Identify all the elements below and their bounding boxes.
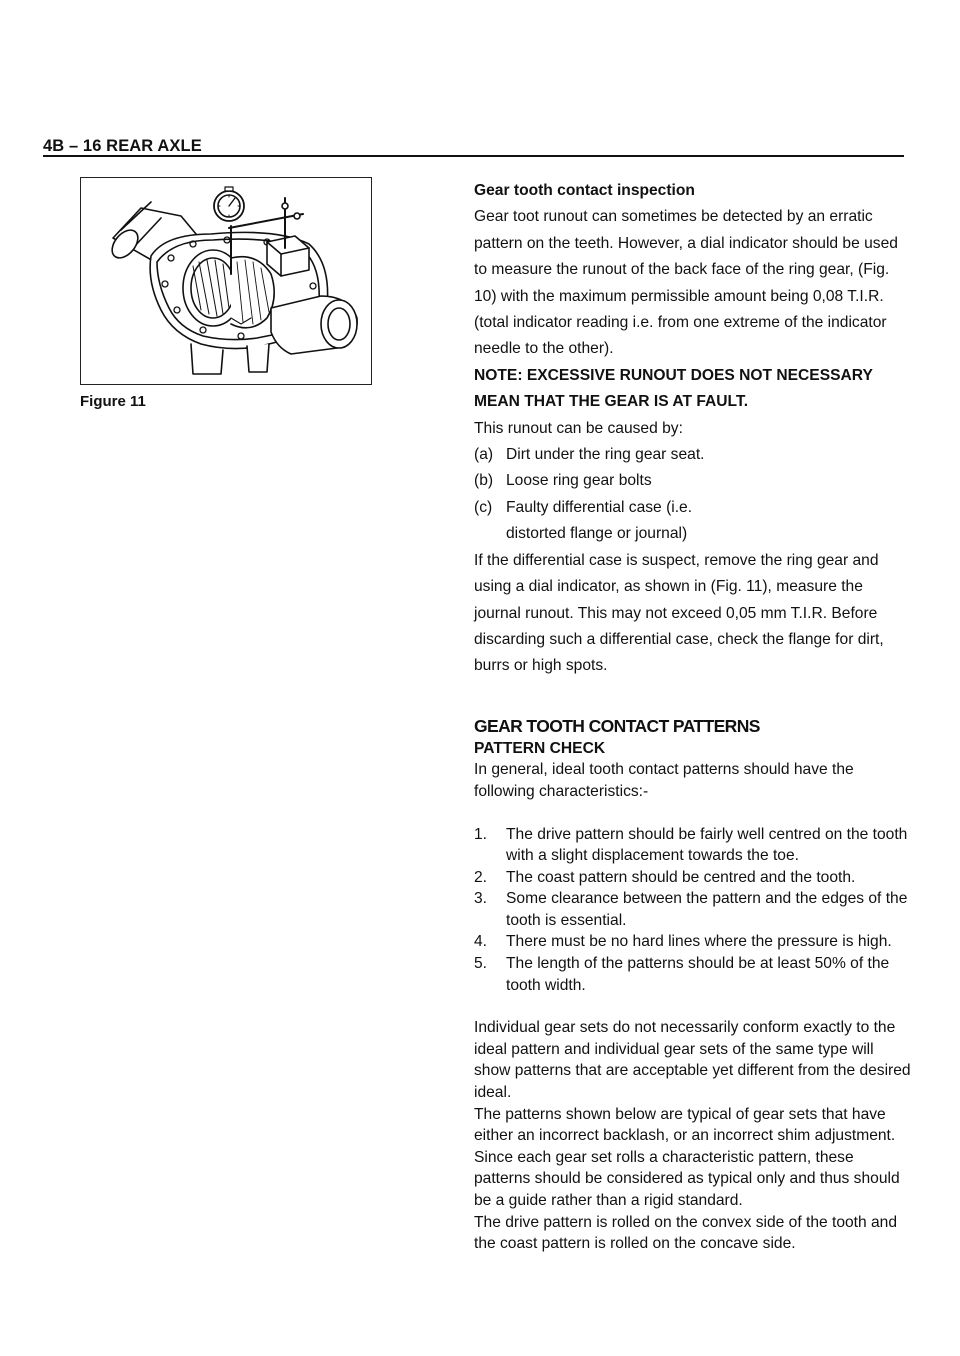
pattern-paragraph-1: Individual gear sets do not necessarily conform exactly to the ideal pattern and individual gear sets of the same type will show patterns that are acceptable yet different from the desired ideal. — [474, 1019, 911, 1102]
inspection-paragraph: Gear toot runout can sometimes be detected by an erratic pattern on the teeth. However, a dial indicator should be used to measure the runout of the back face of the ring gear, (Fig. 10) with the maximum permissible amount being 0,08 T.I.R. (total indicator reading i.e. from one extreme of the indicator needle to the other). — [474, 208, 898, 358]
differential-dial-indicator-drawing — [81, 178, 371, 384]
list-item — [474, 824, 914, 867]
list-item — [474, 931, 914, 953]
pattern-section — [474, 738, 914, 1255]
list-text: Loose ring gear bolts — [506, 472, 652, 490]
page-header: 4B – 16 REAR AXLE — [43, 137, 202, 155]
list-marker: 3. — [474, 890, 488, 908]
list-item — [474, 888, 914, 931]
pattern-check-title: PATTERN CHECK — [474, 739, 606, 757]
list-text: Dirt under the ring gear seat. — [506, 446, 705, 464]
list-text: The drive pattern should be fairly well centred on the tooth with a slight displacement towards the toe. — [506, 825, 908, 865]
pattern-paragraph-3: The drive pattern is rolled on the convex side of the tooth and the coast pattern is rolled on the concave side. — [474, 1213, 898, 1253]
list-item — [474, 867, 914, 889]
figure-11-illustration — [80, 177, 372, 385]
list-marker: 2. — [474, 868, 488, 886]
list-marker: 1. — [474, 825, 488, 843]
inspection-closing: If the differential case is suspect, remove the ring gear and using a dial indicator, as shown in (Fig. 11), measure the journal runout. This may not exceed 0,05 mm T.I.R. Before discarding such a differential case, check the flange for dirt, burrs or high spots. — [474, 551, 884, 675]
causes-intro: This runout can be caused by: — [474, 419, 683, 437]
main-text-column — [474, 178, 914, 1255]
inspection-title: Gear tooth contact inspection — [474, 182, 695, 199]
list-text: Faulty differential case (i.e. distorted flange or journal) — [506, 498, 693, 543]
list-text: The coast pattern should be centred and the tooth. — [506, 868, 856, 886]
pattern-paragraph-2: The patterns shown below are typical of gear sets that have either an incorrect backlash, or an incorrect shim adjustment. Since each gear set rolls a characteristic pattern, these patterns should be considered as typical only and thus should be a guide rather than a rigid standard. — [474, 1105, 900, 1209]
list-marker: (c) — [474, 498, 493, 516]
header-rule — [43, 155, 904, 157]
spacer — [474, 996, 914, 1017]
list-item — [474, 442, 914, 468]
list-marker: 4. — [474, 933, 488, 951]
list-text: There must be no hard lines where the pressure is high. — [506, 933, 892, 951]
list-item — [474, 953, 914, 996]
list-text: The length of the patterns should be at least 50% of the tooth width. — [506, 955, 890, 994]
list-marker: (a) — [474, 446, 494, 464]
causes-list — [474, 442, 914, 548]
section-heading: GEAR TOOTH CONTACT PATTERNS — [474, 715, 760, 736]
list-item — [474, 468, 914, 494]
characteristics-list — [474, 824, 914, 997]
list-marker: 5. — [474, 955, 488, 973]
list-marker: (b) — [474, 472, 494, 490]
pattern-check-intro: In general, ideal tooth contact patterns should have the following characteristics:- — [474, 761, 854, 800]
list-text: Some clearance between the pattern and the edges of the tooth is essential. — [506, 890, 908, 929]
list-item — [474, 495, 914, 548]
runout-note: NOTE: EXCESSIVE RUNOUT DOES NOT NECESSARY MEAN THAT THE GEAR IS AT FAULT. — [474, 366, 873, 411]
figure-caption: Figure 11 — [80, 393, 146, 410]
